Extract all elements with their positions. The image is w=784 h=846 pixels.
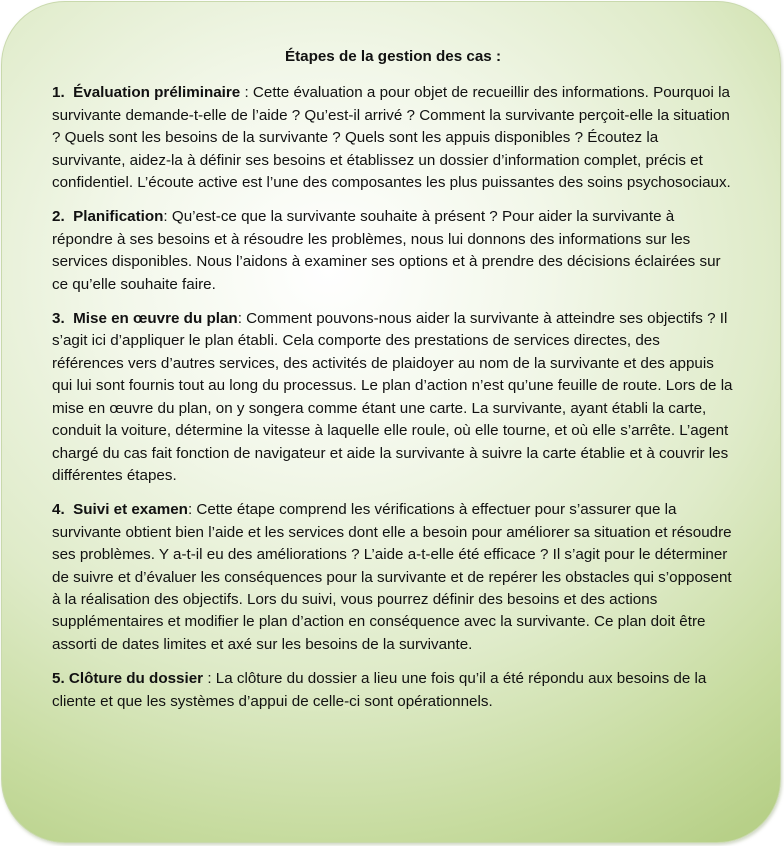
step-2-paragraph: [52, 206, 734, 296]
step-1-separator: :: [240, 84, 253, 102]
step-2-heading: Planification: [73, 208, 164, 226]
step-1-heading: Évaluation préliminaire: [73, 84, 241, 102]
step-3-number: 3.: [52, 310, 65, 328]
step-1-text: Cette évaluation a pour objet de recueillir des informations. Pourquoi la survivante demande-t-elle de l’aide ? Qu’est-il arrivé ? Comment la survivante perçoit-elle la situation ? Quels sont les besoins de la survivante ? Quels sont les appuis disponibles ? Écoutez la survivante, aidez-la à définir ses besoins et établissez un dossier d’information complet, précis et confidentiel. L’écoute active est l’une des composantes les plus puissantes des soins psychosociaux.: [52, 84, 731, 192]
step-4-separator: :: [187, 501, 197, 519]
step-1-number: 1.: [52, 84, 65, 102]
step-4-heading: Suivi et examen: [73, 501, 188, 519]
step-2-number: 2.: [52, 208, 65, 226]
step-3-separator: :: [237, 310, 247, 328]
step-3-text: Comment pouvons-nous aider la survivante à atteindre ses objectifs ? Il s’agit ici d’appliquer le plan établi. Cela comporte des prestations de services directes, des références vers d’autres services, des activités de plaidoyer au nom de la survivante et des appuis qui lui sont fournis tout au long du processus. Le plan d’action n’est qu’une feuille de route. Lors de la mise en œuvre du plan, on y songera comme étant une carte. La survivante, ayant établi la carte, conduit la voiture, détermine la vitesse à laquelle elle roule, où elle tourne, et où elle s’arrête. L’agent chargé du cas fait fonction de navigateur et aide la survivante à suivre la carte établie et à couvrir les différentes étapes.: [52, 310, 733, 484]
step-5-heading: Clôture du dossier: [68, 670, 204, 688]
step-2-text: Qu’est-ce que la survivante souhaite à présent ? Pour aider la survivante à répondre à ses besoins et à résoudre les problèmes, nous lui donnons des informations sur les services disponibles. Nous l’aidons à examiner ses options et à prendre des décisions éclairées sur ce qu’elle souhaite faire.: [52, 208, 721, 293]
step-4-text: Cette étape comprend les vérifications à effectuer pour s’assurer que la survivante obtient bien l’aide et les services dont elle a besoin pour améliorer sa situation et résoudre ses problèmes. Y a-t-il eu des améliorations ? L’aide a-t-elle été efficace ? Il s’agit pour le déterminer de suivre et d’évaluer les conséquences pour la survivante et de repérer les obstacles qui s’opposent à la réalisation des objectifs. Lors du suivi, vous pourrez définir des besoins et des actions supplémentaires et modifier le plan d’action en conséquence avec la survivante. Ce plan doit être assorti de dates limites et axé sur les besoins de la survivante.: [52, 501, 732, 653]
step-5-paragraph: [52, 668, 734, 713]
case-management-panel: [1, 1, 781, 843]
step-5-number: 5.: [52, 670, 65, 688]
step-2-separator: :: [163, 208, 172, 226]
panel-title: Étapes de la gestion des cas :: [284, 48, 502, 65]
step-4-paragraph: [52, 499, 734, 656]
step-3-heading: Mise en œuvre du plan: [73, 310, 238, 328]
step-4-number: 4.: [52, 501, 65, 519]
step-1-paragraph: [52, 82, 734, 194]
step-5-separator: :: [203, 670, 216, 688]
step-3-paragraph: [52, 308, 734, 487]
step-5-text: La clôture du dossier a lieu une fois qu’il a été répondu aux besoins de la cliente et que les systèmes d’appui de celle-ci sont opérationnels.: [52, 670, 707, 710]
